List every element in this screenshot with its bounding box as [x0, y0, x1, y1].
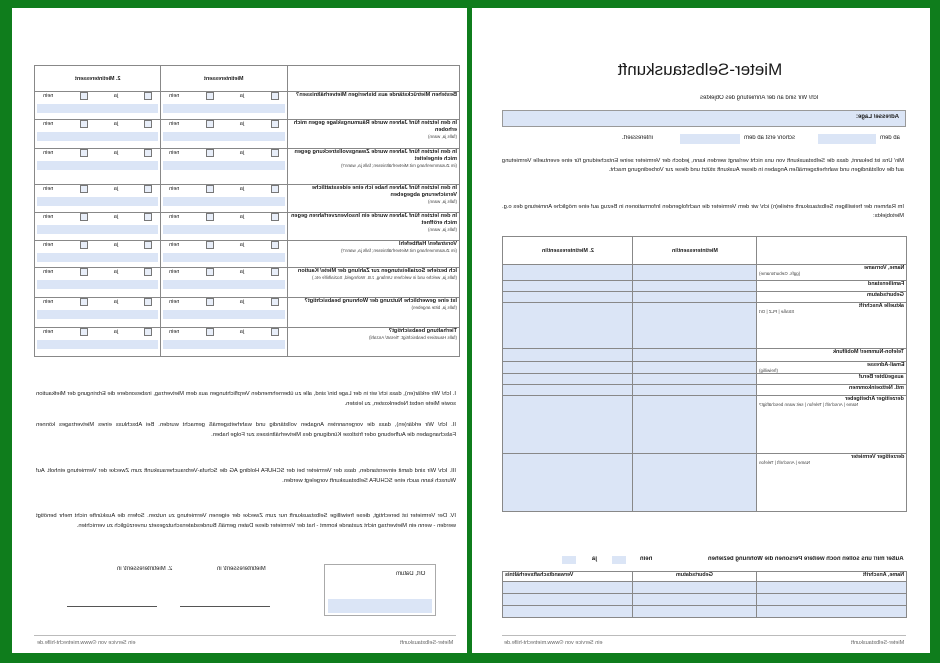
header-relationship: Verwandtschaftsverhältnis — [503, 572, 633, 582]
field-2nd-applicant[interactable] — [503, 454, 633, 512]
checkbox-yes[interactable] — [144, 268, 152, 276]
answer-applicant: nein ja — [161, 328, 288, 357]
header-2nd-applicant: 2. Mietinteressent — [35, 66, 161, 92]
answer-2nd-applicant: nein ja — [35, 268, 161, 298]
table-row — [503, 303, 907, 349]
answer-2nd-applicant: nein ja — [35, 92, 161, 120]
header-applicant: Mietinteressent/in — [633, 237, 757, 265]
date-field-from[interactable] — [818, 134, 876, 144]
question-row — [35, 185, 460, 213]
table-row — [503, 281, 907, 292]
checkbox-yes[interactable] — [144, 241, 152, 249]
checkbox-no[interactable] — [206, 92, 214, 100]
checkbox-yes[interactable] — [144, 149, 152, 157]
applicant-table — [502, 236, 907, 512]
checkbox-no[interactable] — [80, 328, 88, 336]
signature-label-2: 2. Mietinteressent/ in — [117, 566, 173, 572]
date-field-until[interactable] — [680, 134, 740, 144]
row-label: aktuelle Anschrift Straße | PLZ | Ort — [757, 303, 907, 349]
checkbox-no[interactable] — [80, 298, 88, 306]
question-row — [35, 298, 460, 328]
checkbox-yes[interactable] — [271, 92, 279, 100]
paragraph-notice: Mir/ Uns ist bekannt, dass die Selbstauskunft von uns nicht verlangt werden kann, jedoch der Vermieter seine Entscheidung für eine eventuelle Vermietung auf die vollständigen und wahrheitsgemäßen Angaben in dieser Auskunft stützt und diese zur Vorbedingung macht. — [502, 158, 904, 173]
footer-service: ein Service von ©www.mietrecht-hilfe.de — [37, 640, 136, 646]
question-row — [35, 149, 460, 185]
field-applicant[interactable] — [633, 265, 757, 281]
row-label: Familienstand — [757, 281, 907, 292]
question-text: Bestehen Mietrückstände aus bisherigen Mietverhältnissen? — [288, 92, 460, 120]
checkbox-no[interactable] — [206, 213, 214, 221]
question-row — [35, 213, 460, 241]
field-2nd-applicant[interactable] — [503, 385, 633, 396]
declaration-4: IV. Der Vermieter ist berechtigt, diese freiwillige Selbstauskunft nur zum Zwecke der eigenen Vermietung zu nutzen. Sofern die Auskünfte nicht mehr benötigt werden - wenn ein Mietvertrag nicht zustande kommt - hat der Vermieter diese Daten gemäß Bundesdatenschutzgesetz unverzüglich zu vernichten. — [36, 513, 456, 529]
checkbox-yes[interactable] — [271, 213, 279, 221]
checkbox-no[interactable] — [206, 185, 214, 193]
checkbox-no[interactable] — [206, 120, 214, 128]
table-row — [503, 385, 907, 396]
answer-2nd-applicant: nein ja — [35, 120, 161, 149]
field-applicant[interactable] — [633, 362, 757, 374]
checkbox-no[interactable] — [80, 241, 88, 249]
checkbox-no[interactable] — [80, 149, 88, 157]
question-row — [35, 120, 460, 149]
field-applicant[interactable] — [633, 292, 757, 303]
intro-text: Ich/ Wir sind an der Anmietung des Objektes — [700, 95, 819, 101]
header-2nd-applicant: 2. Mietinteressent/in — [503, 237, 633, 265]
date-field[interactable] — [328, 599, 432, 613]
field-2nd-applicant[interactable] — [503, 396, 633, 454]
checkbox-yes[interactable] — [271, 120, 279, 128]
field-applicant[interactable] — [633, 303, 757, 349]
checkbox-no[interactable] — [206, 241, 214, 249]
table-row — [503, 454, 907, 512]
field-2nd-applicant[interactable] — [503, 374, 633, 385]
field-applicant[interactable] — [633, 374, 757, 385]
others-checkbox-yes[interactable] — [562, 556, 576, 564]
checkbox-yes[interactable] — [144, 298, 152, 306]
row-label: Geburtsdatum — [757, 292, 907, 303]
field-2nd-applicant[interactable] — [503, 265, 633, 281]
question-row — [35, 241, 460, 268]
address-field[interactable] — [502, 110, 906, 127]
field-applicant[interactable] — [633, 454, 757, 512]
household-table — [502, 571, 907, 618]
checkbox-yes[interactable] — [271, 268, 279, 276]
checkbox-yes[interactable] — [144, 92, 152, 100]
row-label: Email-Adresse (freiwillig) — [757, 362, 907, 374]
checkbox-no[interactable] — [80, 213, 88, 221]
row-label: derzeitiger Vermieter Name | Anschrift | Telefon — [757, 454, 907, 512]
checkbox-no[interactable] — [80, 185, 88, 193]
checkbox-yes[interactable] — [271, 328, 279, 336]
question-row — [35, 92, 460, 120]
row-label: Telefon-Nummer/ Mobilfunk — [757, 349, 907, 362]
answer-2nd-applicant: nein ja — [35, 149, 161, 185]
answer-applicant: nein ja — [161, 92, 288, 120]
move-in-date-line: interessiert. schon/ erst ab dem ab dem — [622, 133, 907, 147]
question-text: Vorstrafen/ Haftbefehl (im Zusammenhang mit Mietverhältnissen; falls ja, wann?) — [288, 241, 460, 268]
signature-line-1[interactable] — [180, 606, 270, 607]
left-page — [12, 8, 467, 653]
question-row — [35, 328, 460, 357]
answer-2nd-applicant: nein ja — [35, 213, 161, 241]
declaration-3: III. Ich/ Wir sind damit einverstanden, dass der Vermieter bei der SCHUFA Holding AG die Schufa-Verbraucherauskunft zum Zwecke der Vermietung einholt. Auf Wunsch kann auch eine SCHUFA Selbstauskunft vorgelegt werden. — [36, 468, 456, 484]
question-text: In den letzten fünf Jahren wurde Räumungsklage gegen mich erhoben (falls ja, wann) — [288, 120, 460, 149]
answer-applicant: nein ja — [161, 120, 288, 149]
footer-service: ein Service von ©www.mietrecht-hilfe.de — [504, 640, 603, 646]
field-applicant[interactable] — [633, 349, 757, 362]
row-label: Name, Vorname (ggfs. Geburtsname) — [757, 265, 907, 281]
question-text: In den letzten fünf Jahren habe ich eine eidesstattliche Versicherung abgegeben (falls ja, wann) — [288, 185, 460, 213]
right-page: Mieter-Selbstauskunft Ich/ Wir sind an der Anmietung des Objektes Adresse/ Lage: interessiert. schon/ erst ab dem ab dem Mir/ Uns ist bekannt, dass die Selbstauskunft von uns nicht verlangt werden kann, jedoch der Vermieter seine Entscheidung für eine eventuelle Vermietung auf die vollständigen und wahrheitsgemäßen Angaben in dieser Auskunft stützt und diese zur Vorbedingung macht. Im Rahmen der freiwilligen Selbstauskunft erteile(n) ich/ wir dem Vermieter die nachfolgenden Informationen in Bezug auf eine mögliche Anmietung des o.g. Mietobjekts: 2. Mietinteressent/in Mietinteressent/in Name, Vorname (ggfs. Geburtsname) Familienstand Geburtsdatum aktuelle Anschrift Straße | PLZ | Ort Telefon-Nummer/ Mobilfunk Email-Adresse (freiwillig) ausgeübter Beruf mtl. Nettoeinkommen derzeitiger Arbeitgeber Name | Anschrift | Telefon | seit wann beschäftigt? derzeitiger Vermieter Name | Anschrift | Telefon Außer mir/ uns sollen noch weitere Personen die Wohnung beziehen nein ja Verwandtschaftsverhältnis Geburtsdatum Name, Anschrift ein Service von ©www.mietrecht-hilfe.de Mieter-Selbstauskunft — [472, 8, 930, 653]
field-2nd-applicant[interactable] — [503, 349, 633, 362]
table-row — [503, 349, 907, 362]
footer-title: Mieter-Selbstauskunft — [850, 640, 904, 646]
checkbox-yes[interactable] — [271, 241, 279, 249]
address-label: Adresse/ Lage: — [855, 114, 899, 120]
question-text: Ist eine gewerbliche Nutzung der Wohnung beabsichtigt? (falls ja, bitte angeben) — [288, 298, 460, 328]
answer-applicant: nein ja — [161, 149, 288, 185]
checkbox-yes[interactable] — [271, 149, 279, 157]
field-2nd-applicant[interactable] — [503, 292, 633, 303]
field-2nd-applicant[interactable] — [503, 303, 633, 349]
checkbox-yes[interactable] — [144, 120, 152, 128]
table-row — [503, 396, 907, 454]
paragraph-info: Im Rahmen der freiwilligen Selbstauskunft erteile(n) ich/ wir dem Vermieter die nachfolgenden Informationen in Bezug auf eine mögliche Anmietung des o.g. Mietobjekts: — [502, 204, 904, 219]
checkbox-no[interactable] — [80, 92, 88, 100]
header-name-address: Name, Anschrift — [757, 572, 907, 582]
question-text: Ich beziehe Sozialleistungen zur Zahlung der Miete/ Kaution (falls ja, welche und in welchem Umfang, z.B. Wohngeld, Sozialhilfe etc.) — [288, 268, 460, 298]
checkbox-no[interactable] — [80, 120, 88, 128]
answer-applicant: nein ja — [161, 298, 288, 328]
checkbox-no[interactable] — [206, 149, 214, 157]
answer-2nd-applicant: nein ja — [35, 185, 161, 213]
question-row — [35, 268, 460, 298]
declaration-2: II. Ich/ Wir erklär(en), dass die vorgenannten Angaben vollständig und wahrheitsgemäß gemacht wurden. Bei Abschluss eines Mietvertrages können Falschangaben die Aufhebung oder fristlose Kündigung des Mietverhältnisses zur Folge haben. — [36, 422, 456, 438]
question-table — [34, 65, 460, 357]
answer-applicant: nein ja — [161, 268, 288, 298]
answer-applicant: nein ja — [161, 185, 288, 213]
checkbox-no[interactable] — [80, 268, 88, 276]
others-checkbox-no[interactable] — [612, 556, 626, 564]
table-row — [503, 265, 907, 281]
checkbox-yes[interactable] — [144, 213, 152, 221]
declaration-1: I. Ich/ Wir erklär(en), dass ich/ wir in der Lage bin/ sind, alle zu übernehmenden Verpflichtungen aus dem Mietvertrag, insbesondere die Erbringung der Mietkaution sowie Miete nebst Nebenkosten, zu leisten. — [36, 391, 456, 407]
answer-2nd-applicant: nein ja — [35, 298, 161, 328]
checkbox-yes[interactable] — [144, 185, 152, 193]
checkbox-yes[interactable] — [271, 185, 279, 193]
household-row — [503, 582, 907, 594]
field-2nd-applicant[interactable] — [503, 362, 633, 374]
table-row — [503, 292, 907, 303]
checkbox-yes[interactable] — [271, 298, 279, 306]
row-label: derzeitiger Arbeitgeber Name | Anschrift | Telefon | seit wann beschäftigt? — [757, 396, 907, 454]
answer-2nd-applicant: nein ja — [35, 241, 161, 268]
table-row — [503, 374, 907, 385]
checkbox-yes[interactable] — [144, 328, 152, 336]
field-applicant[interactable] — [633, 385, 757, 396]
table-row — [503, 362, 907, 374]
date-box — [324, 564, 436, 616]
footer-title: Mieter-Selbstauskunft — [399, 640, 453, 646]
answer-2nd-applicant: nein ja — [35, 328, 161, 357]
question-text: In den letzten fünf Jahren wurde ein Insolvenzverfahren gegen mich eröffnet (falls ja, wann) — [288, 213, 460, 241]
checkbox-no[interactable] — [206, 328, 214, 336]
question-text: In den letzten fünf Jahren wurde Zwangsvollstreckung gegen mich eingeleitet (im Zusammenhang mit Mietverhältnissen; falls ja, wann?) — [288, 149, 460, 185]
checkbox-no[interactable] — [206, 268, 214, 276]
household-row — [503, 606, 907, 618]
signature-label-1: Mietinteressent/ in — [217, 566, 266, 572]
field-2nd-applicant[interactable] — [503, 281, 633, 292]
answer-applicant: nein ja — [161, 213, 288, 241]
header-applicant: Mietinteressent — [161, 66, 288, 92]
answer-applicant: nein ja — [161, 241, 288, 268]
field-applicant[interactable] — [633, 396, 757, 454]
header-birthdate: Geburtsdatum — [633, 572, 757, 582]
row-label: ausgeübter Beruf — [757, 374, 907, 385]
household-row — [503, 594, 907, 606]
field-applicant[interactable] — [633, 281, 757, 292]
signature-line-2[interactable] — [67, 606, 157, 607]
date-label: Ort, Datum — [395, 571, 425, 577]
checkbox-no[interactable] — [206, 298, 214, 306]
question-text: Tierhaltung beabsichtigt? (falls Haustiere beabsichtigt: Tierart/ Anzahl) — [288, 328, 460, 357]
page-title: Mieter-Selbstauskunft — [617, 60, 783, 79]
row-label: mtl. Nettoeinkommen — [757, 385, 907, 396]
